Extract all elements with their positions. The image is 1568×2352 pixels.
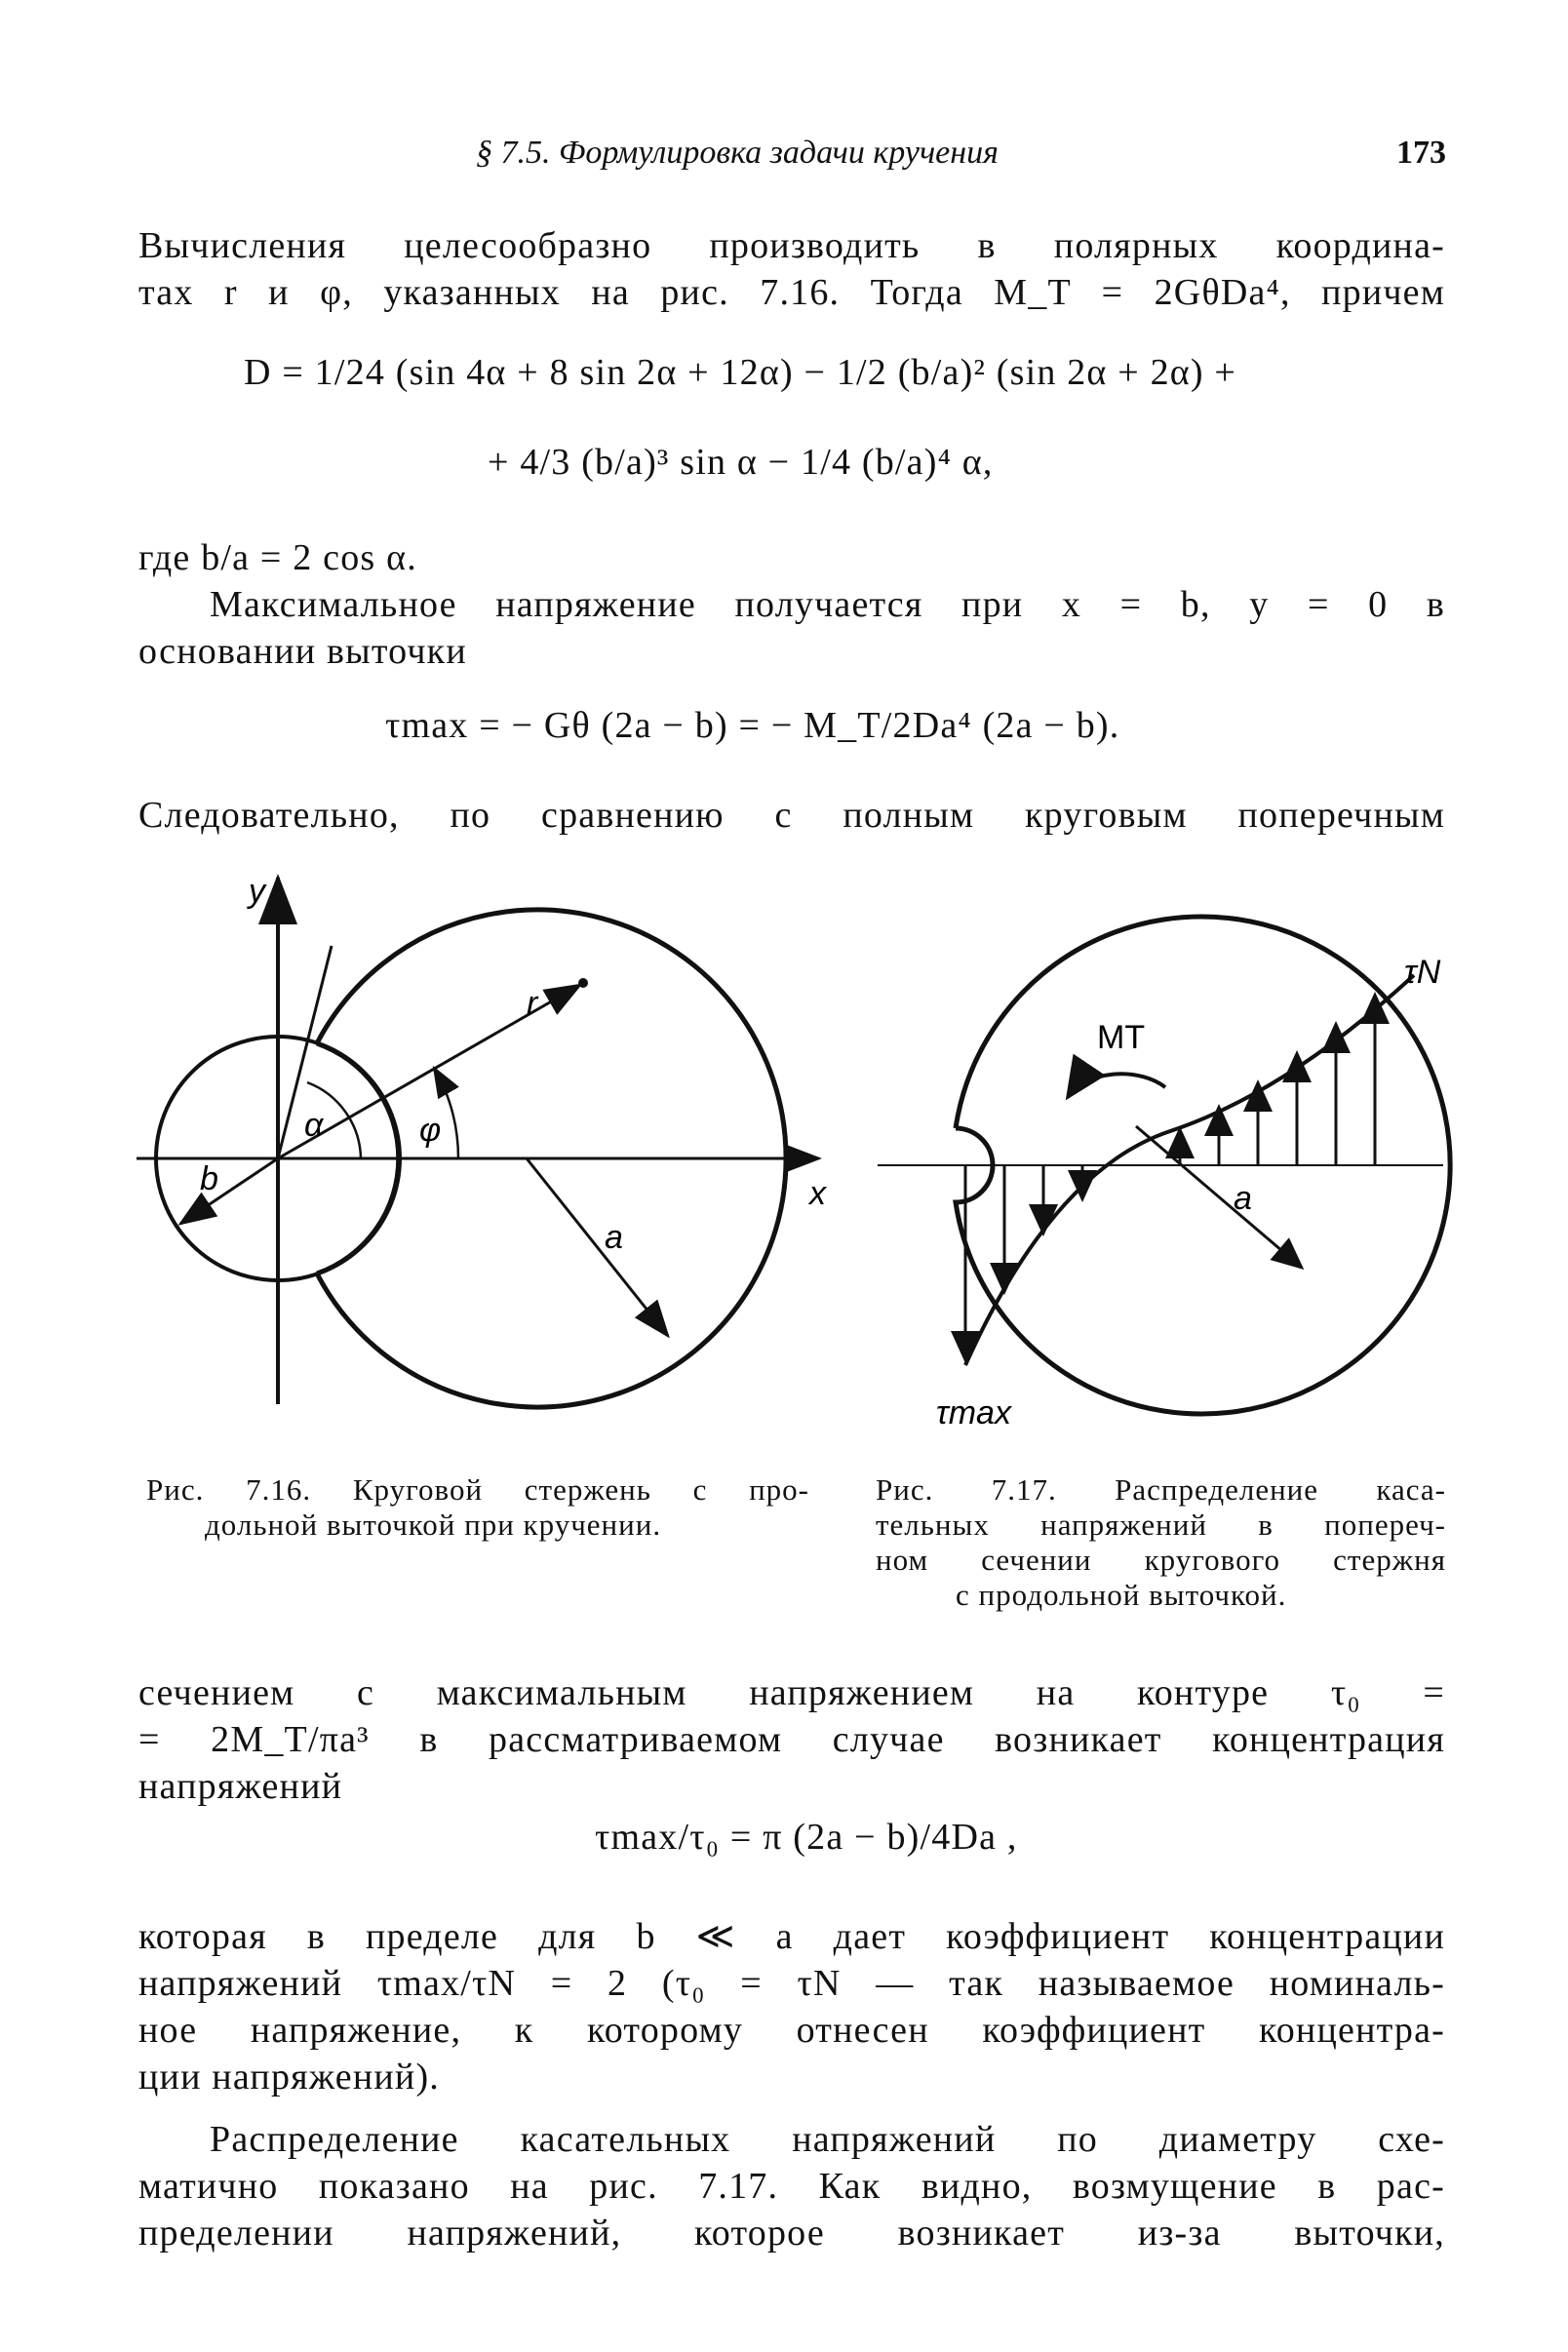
caption-fig17-line-4: с продольной выточкой. [956, 1578, 1287, 1612]
where-line: где b/a = 2 cos α. [138, 537, 417, 578]
a-vector [527, 1158, 668, 1336]
figure-7-17 [858, 878, 1463, 1463]
paragraph-4-line-3: напряжений [138, 1766, 343, 1807]
paragraph-2-line-2: основании выточки [138, 631, 467, 672]
torque-arc [1068, 1074, 1165, 1097]
label-alpha: α [304, 1107, 324, 1144]
label-a: a [605, 1219, 623, 1256]
label-tau-max: τmax [936, 1394, 1011, 1431]
formula-D-line-1: D = 1/24 (sin 4α + 8 sin 2α + 12α) − 1/2 (b/a)² (sin 2α + 2α) + [244, 352, 1237, 393]
formula-D-line-2: + 4/3 (b/a)³ sin α − 1/4 (b/a)⁴ α, [488, 442, 994, 483]
label-x: x [809, 1175, 826, 1212]
caption-fig17-line-1: Рис. 7.17. Распределение каса- [876, 1472, 1446, 1507]
paragraph-5-line-3: ное напряжение, к которому отнесен коэффициент концентра- [138, 2010, 1445, 2051]
paragraph-6-line-1: Распределение касательных напряжений по диаметру схе- [210, 2119, 1445, 2160]
paragraph-1-line-2: тах r и φ, указанных на рис. 7.16. Тогда M_T = 2GθDa⁴, причем [138, 272, 1445, 313]
caption-fig17-line-2: тельных напряжений в попереч- [876, 1508, 1446, 1542]
figure-7-16 [127, 858, 848, 1443]
paragraph-4-line-2: = 2M_T/πa³ в рассматриваемом случае возникает концентрация [138, 1719, 1445, 1760]
paragraph-3: Следовательно, по сравнению с полным круговым поперечным [138, 795, 1445, 836]
label-phi: φ [419, 1112, 442, 1149]
paragraph-5-line-4: ции напряжений). [138, 2057, 441, 2097]
r-point [578, 978, 588, 988]
paragraph-1-line-1: Вычисления целесообразно производить в полярных координа- [138, 225, 1445, 266]
formula-ratio: τmax/τ₀ = π (2a − b)/4Da , [595, 1817, 1018, 1858]
paragraph-5-line-1: которая в пределе для b ≪ a дает коэффициент концентрации [138, 1916, 1445, 1957]
label-y: y [249, 873, 265, 910]
caption-fig17-line-3: ном сечении кругового стержня [876, 1543, 1446, 1577]
paragraph-2-line-1: Максимальное напряжение получается при x = b, y = 0 в [210, 584, 1445, 625]
running-title: § 7.5. Формулировка задачи кручения [476, 135, 999, 171]
b-vector [180, 1158, 278, 1224]
page-number: 173 [1396, 135, 1446, 171]
label-tauN: τN [1404, 954, 1441, 991]
paragraph-4-line-1: сечением с максимальным напряжением на контуре τ₀ = [138, 1672, 1445, 1713]
paragraph-6-line-2: матично показано на рис. 7.17. Как видно, возмущение в рас- [138, 2166, 1445, 2207]
label-a: a [1234, 1180, 1252, 1217]
paragraph-5-line-2: напряжений τmax/τN = 2 (τ₀ = τN — так называемое номиналь- [138, 1963, 1445, 2004]
label-r: r [527, 985, 538, 1022]
formula-tau-max: τmax = − Gθ (2a − b) = − M_T/2Da⁴ (2a − b). [385, 705, 1120, 746]
paragraph-6-line-3: пределении напряжений, которое возникает из-за выточки, [138, 2213, 1445, 2254]
label-b: b [200, 1160, 218, 1197]
caption-fig16-line-2: дольной выточкой при кручении. [205, 1508, 662, 1542]
caption-fig16-line-1: Рис. 7.16. Круговой стержень с про- [146, 1472, 809, 1507]
label-MT: MT [1097, 1019, 1146, 1056]
